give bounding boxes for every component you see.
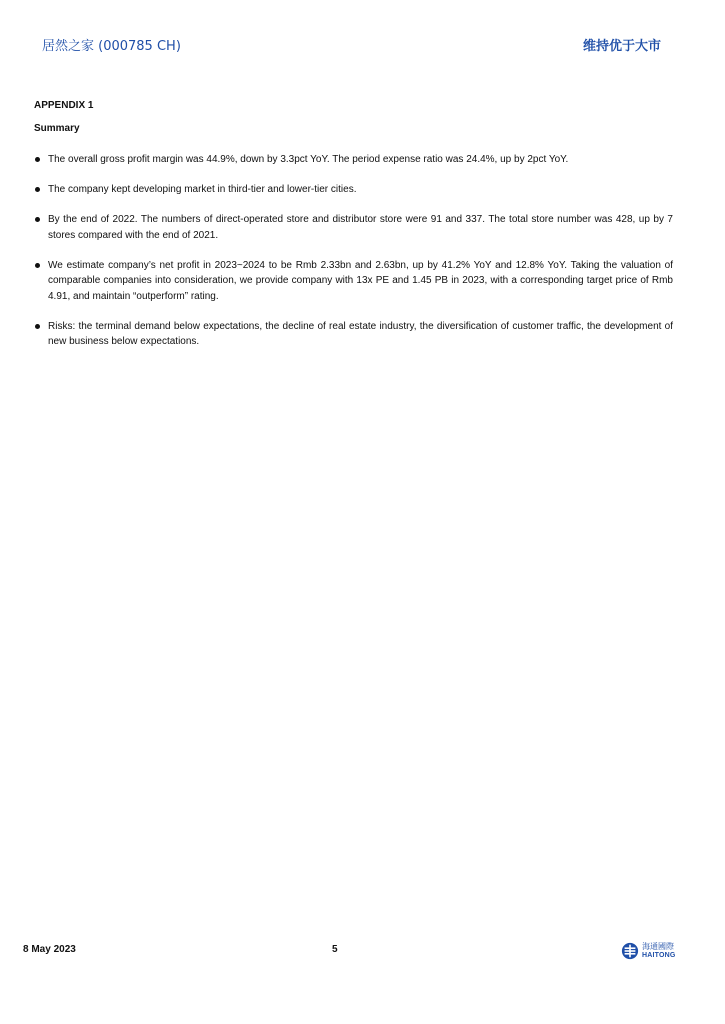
logo-chinese-text: 海通國際: [642, 942, 674, 951]
summary-heading: Summary: [34, 123, 80, 134]
logo-english-text: HAITONG: [642, 952, 676, 959]
summary-bullet-list: [34, 152, 673, 364]
haitong-logo: [621, 941, 676, 961]
summary-bullet-risks: Risks: the terminal demand below expectations, the decline of real estate industry, the diversification of customer traffic, the development of new business below expectations.: [34, 319, 673, 350]
summary-bullet-valuation: We estimate company’s net profit in 2023~2024 to be Rmb 2.33bn and 2.63bn, up by 41.2% YoY and 12.8% YoY. Taking the valuation of comparable companies into consideration, we provide company with 13x PE and 1.45 PB in 2023, with a corresponding target price of Rmb 4.91, and maintain “outperform” rating.: [34, 258, 673, 305]
summary-bullet-store-count: By the end of 2022. The numbers of direct-operated store and distributor store were 91 and 337. The total store number was 428, up by 7 stores compared with the end of 2021.: [34, 212, 673, 243]
footer-date: 8 May 2023: [23, 944, 76, 955]
rating-tagline: 维持优于大市: [582, 39, 661, 54]
page-number: 5: [332, 944, 338, 955]
haitong-logo-icon: [621, 942, 639, 960]
appendix-heading: APPENDIX 1: [34, 100, 94, 111]
summary-bullet-market-expansion: The company kept developing market in third-tier and lower-tier cities.: [34, 182, 673, 198]
summary-bullet-gross-margin: The overall gross profit margin was 44.9%, down by 3.3pct YoY. The period expense ratio was 24.4%, up by 2pct YoY.: [34, 152, 673, 168]
report-company-title: 居然之家 (000785 CH): [42, 39, 181, 54]
